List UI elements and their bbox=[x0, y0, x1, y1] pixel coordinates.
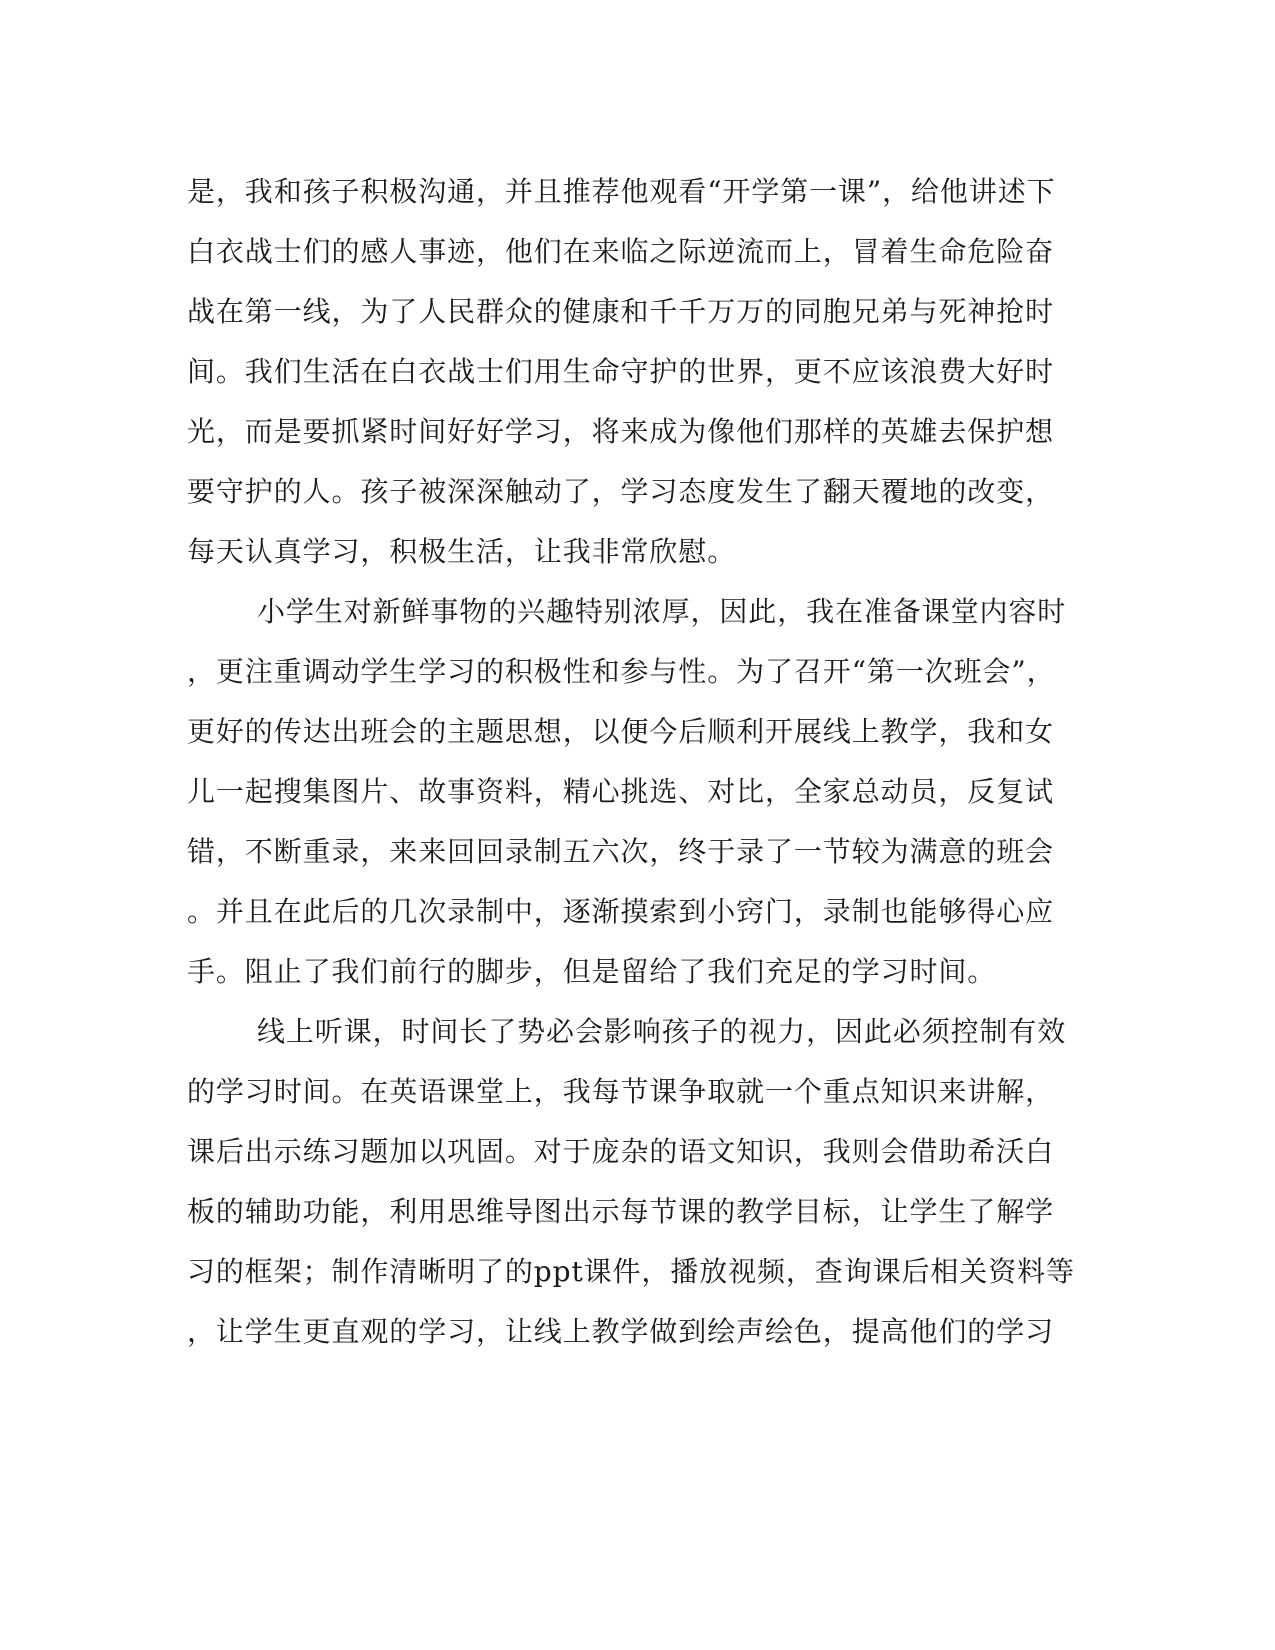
text-line: 错，不断重录，来来回回录制五六次，终于录了一节较为满意的班会 bbox=[187, 835, 1055, 868]
text-line: 间。我们生活在白衣战士们用生命守护的世界，更不应该浪费大好时 bbox=[187, 355, 1055, 388]
text-line: 战在第一线，为了人民群众的健康和千千万万的同胞兄弟与死神抢时 bbox=[187, 295, 1055, 328]
text-line: 白衣战士们的感人事迹，他们在来临之际逆流而上，冒着生命危险奋 bbox=[187, 235, 1055, 268]
text-line: 。并且在此后的几次录制中，逐渐摸索到小窍门，录制也能够得心应 bbox=[187, 895, 1055, 928]
paragraph-1 bbox=[187, 162, 1087, 582]
text-line: 每天认真学习，积极生活，让我非常欣慰。 bbox=[187, 535, 737, 568]
text-line: 习的框架；制作清晰明了的ppt课件，播放视频，查询课后相关资料等 bbox=[187, 1255, 1075, 1288]
document-body bbox=[187, 162, 1087, 1362]
text-line: 更好的传达出班会的主题思想，以便今后顺利开展线上教学，我和女 bbox=[187, 715, 1055, 748]
text-line: 手。阻止了我们前行的脚步，但是留给了我们充足的学习时间。 bbox=[187, 955, 997, 988]
text-line: ，让学生更直观的学习，让线上教学做到绘声绘色，提高他们的学习 bbox=[187, 1315, 1055, 1348]
text-line: 板的辅助功能，利用思维导图出示每节课的教学目标，让学生了解学 bbox=[187, 1195, 1055, 1228]
text-line: 儿一起搜集图片、故事资料，精心挑选、对比，全家总动员，反复试 bbox=[187, 775, 1055, 808]
text-line: 要守护的人。孩子被深深触动了，学习态度发生了翻天覆地的改变， bbox=[187, 475, 1055, 508]
text-line: 的学习时间。在英语课堂上，我每节课争取就一个重点知识来讲解， bbox=[187, 1075, 1055, 1108]
paragraph-3 bbox=[187, 1002, 1087, 1362]
text-line: 小学生对新鲜事物的兴趣特别浓厚，因此，我在准备课堂内容时 bbox=[257, 595, 1067, 628]
text-line: 线上听课，时间长了势必会影响孩子的视力，因此必须控制有效 bbox=[257, 1015, 1067, 1048]
paragraph-2 bbox=[187, 582, 1087, 1002]
text-line: 课后出示练习题加以巩固。对于庞杂的语文知识，我则会借助希沃白 bbox=[187, 1135, 1055, 1168]
text-line: 光，而是要抓紧时间好好学习，将来成为像他们那样的英雄去保护想 bbox=[187, 415, 1055, 448]
text-line: 是，我和孩子积极沟通，并且推荐他观看“开学第一课”，给他讲述下 bbox=[187, 175, 1056, 208]
text-line: ，更注重调动学生学习的积极性和参与性。为了召开“第一次班会”， bbox=[187, 655, 1056, 688]
